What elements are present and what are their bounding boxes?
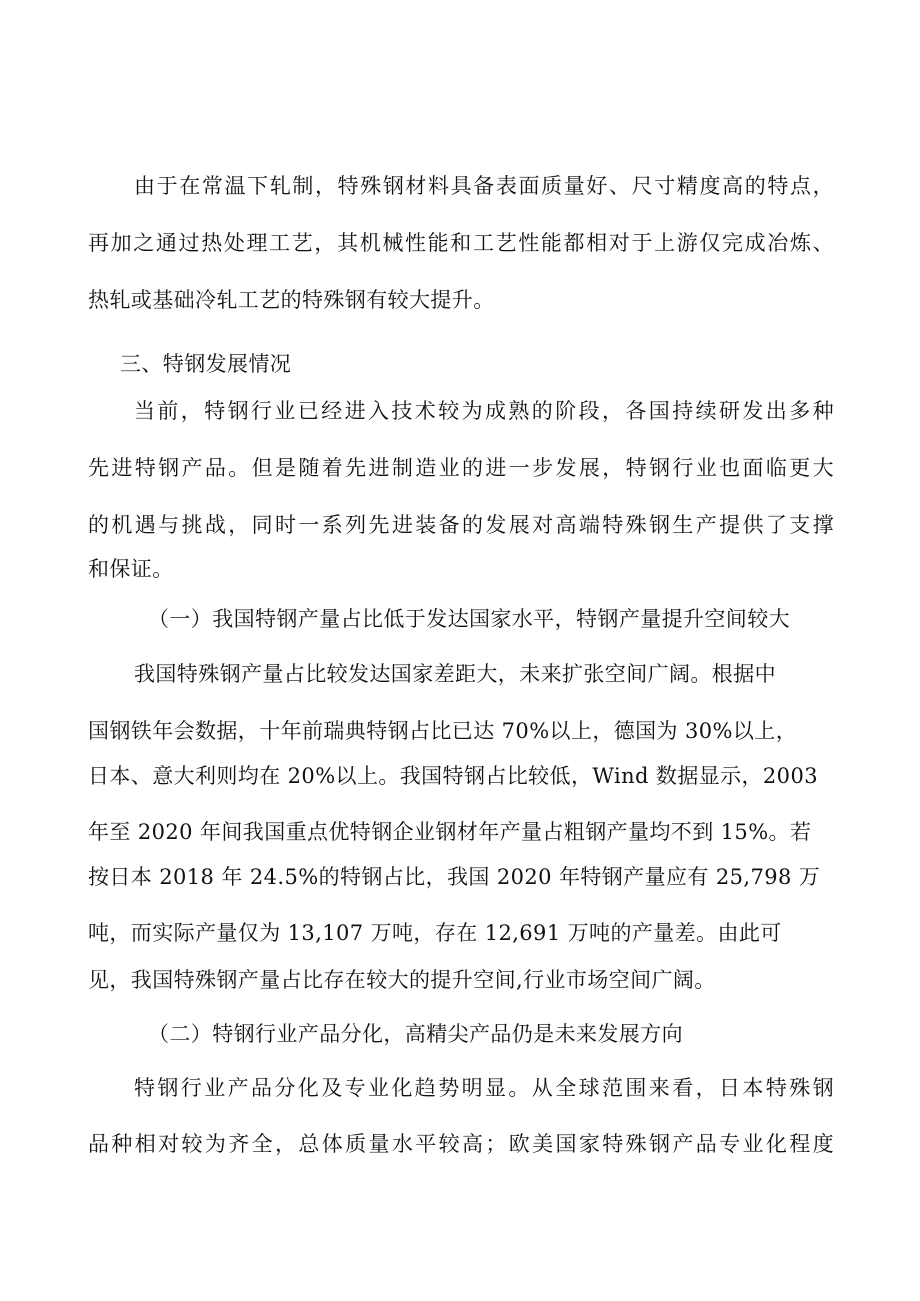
- paragraph-line: 热轧或基础冷轧工艺的特殊钢有较大提升。: [88, 288, 495, 312]
- paragraph-line: 当前，特钢行业已经进入技术较为成熟的阶段，各国持续研发出多种: [134, 399, 834, 423]
- paragraph-line: 的机遇与挑战，同时一系列先进装备的发展对高端特殊钢生产提供了支撑: [88, 513, 834, 537]
- section-heading: 三、特钢发展情况: [120, 352, 292, 376]
- paragraph-line: 由于在常温下轧制，特殊钢材料具备表面质量好、尺寸精度高的特点，: [134, 174, 834, 198]
- paragraph-line: 吨，而实际产量仅为 13,107 万吨，存在 12,691 万吨的产量差。由此可: [88, 921, 782, 945]
- paragraph-line: 按日本 2018 年 24.5%的特钢占比，我国 2020 年特钢产量应有 25,798 万: [88, 865, 821, 889]
- paragraph-line: 特钢行业产品分化及专业化趋势明显。从全球范围来看，日本特殊钢: [134, 1076, 834, 1100]
- paragraph-line: 我国特殊钢产量占比较发达国家差距大，未来扩张空间广阔。根据中: [134, 662, 776, 686]
- paragraph-line: 先进特钢产品。但是随着先进制造业的进一步发展，特钢行业也面临更大: [88, 456, 834, 480]
- paragraph-line: 日本、意大利则均在 20%以上。我国特钢占比较低，Wind 数据显示，2003: [88, 764, 818, 788]
- paragraph-line: 和保证。: [88, 557, 174, 581]
- paragraph-line: 品种相对较为齐全，总体质量水平较高；欧美国家特殊钢产品专业化程度: [88, 1132, 834, 1156]
- paragraph-line: 见，我国特殊钢产量占比存在较大的提升空间,行业市场空间广阔。: [88, 968, 716, 992]
- subsection-heading: （一）我国特钢产量占比低于发达国家水平，特钢产量提升空间较大: [148, 607, 790, 631]
- paragraph-line: 年至 2020 年间我国重点优特钢企业钢材年产量占粗钢产量均不到 15%。若: [88, 820, 812, 844]
- subsection-heading: （二）特钢行业产品分化，高精尖产品仍是未来发展方向: [148, 1022, 683, 1046]
- paragraph-line: 国钢铁年会数据，十年前瑞典特钢占比已达 70%以上，德国为 30%以上，: [88, 719, 798, 743]
- paragraph-line: 再加之通过热处理工艺，其机械性能和工艺性能都相对于上游仅完成冶炼、: [88, 231, 834, 255]
